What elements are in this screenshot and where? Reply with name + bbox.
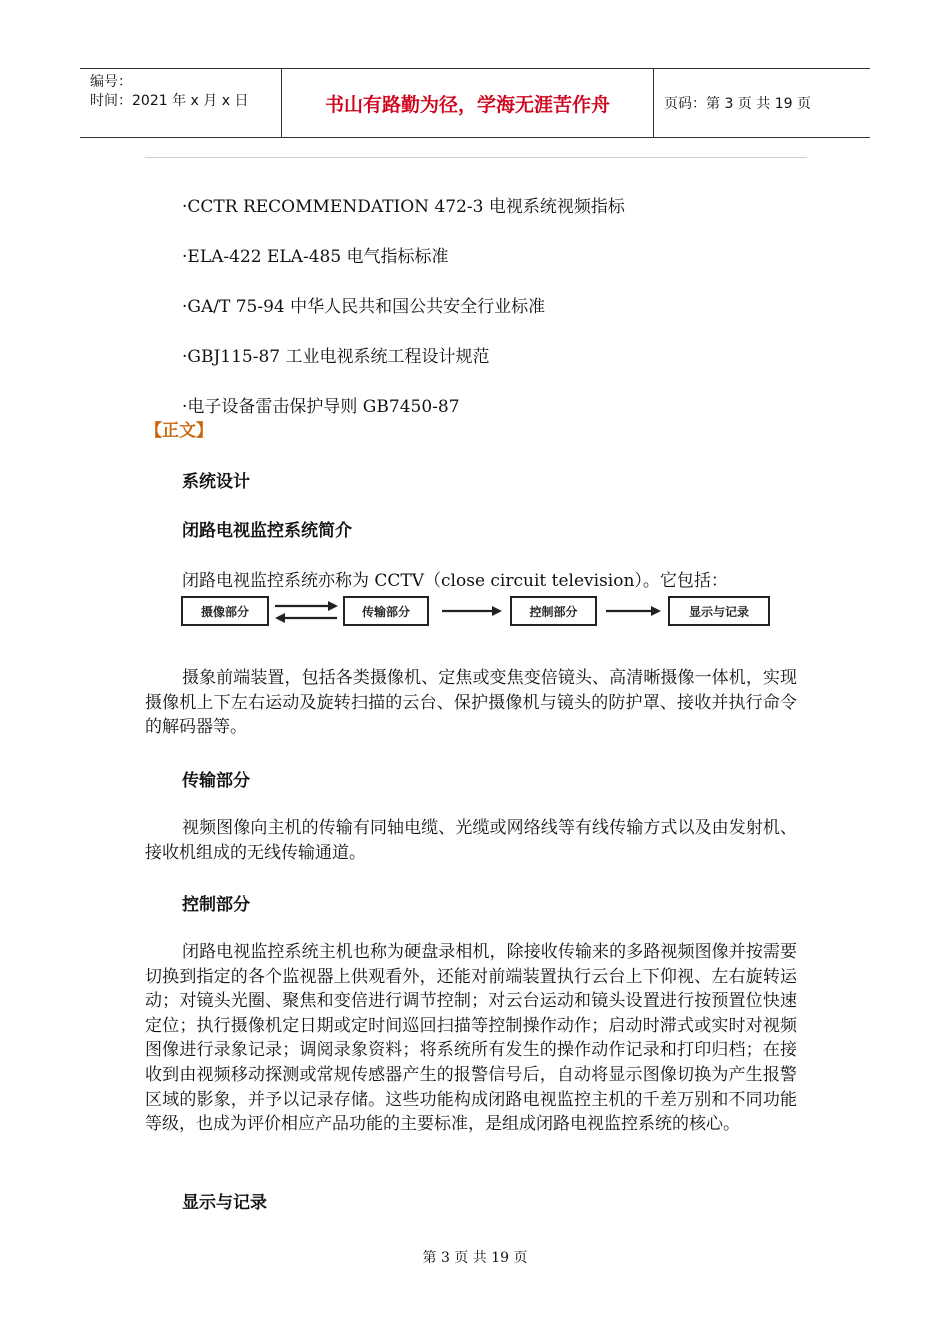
control-paragraph: 闭路电视监控系统主机也称为硬盘录相机，除接收传输来的多路视频图像并按需要切换到指定的各个监视器上供观看外，还能对前端装置执行云台上下仰视、左右旋转运动；对镜头光圈、聚焦和变倍进行调节控制；对云台运动和镜头设置进行按预置位快速定位；执行摄像机定日期或定时间巡回扫描等控制操作动作；启动时滞式或实时对视频图像进行录象记录；调阅录象资料；将系统所有发生的操作动作记录和打印归档；在接收到由视频移动探测或常规传感器产生的报警信号后，自动将显示图像切换为产生报警区域的影象，并予以记录存储。这些功能构成闭路电视监控主机的千差万别和不同功能等级，也成为评价相应产品功能的主要标准，是组成闭路电视监控系统的核心。 xyxy=(145,942,797,1135)
arrow-head-icon xyxy=(651,606,661,616)
standard-item: ·电子设备雷击保护导则 GB7450-87 xyxy=(182,397,460,417)
standard-item: ·CCTR RECOMMENDATION 472-3 电视系统视频指标 xyxy=(182,197,625,217)
flow-box-control: 控制部分 xyxy=(510,596,597,626)
arrow-head-icon xyxy=(328,601,338,611)
header-divider xyxy=(145,157,807,158)
heading-transmission: 传输部分 xyxy=(182,771,250,791)
transmission-paragraph: 视频图像向主机的传输有同轴电缆、光缆或网络线等有线传输方式以及由发射机、接收机组成的无线传输通道。 xyxy=(145,818,797,863)
number-label: 编号： xyxy=(90,74,132,90)
arrow-head-icon xyxy=(492,606,502,616)
intro-sentence: 闭路电视监控系统亦称为 CCTV（close circuit television）。它包括： xyxy=(182,571,728,591)
standard-item: ·GA/T 75-94 中华人民共和国公共安全行业标准 xyxy=(182,297,546,317)
heading-control: 控制部分 xyxy=(182,895,250,915)
time-label: 时间：2021 年 x 月 x 日 xyxy=(90,93,249,109)
heading-display: 显示与记录 xyxy=(182,1193,267,1213)
heading-intro: 闭路电视监控系统简介 xyxy=(182,521,352,541)
flow-arrows xyxy=(180,594,775,632)
flow-box-camera: 摄像部分 xyxy=(181,596,269,626)
arrow-head-icon xyxy=(275,613,285,623)
body-label: 【正文】 xyxy=(145,421,213,441)
flow-box-display: 显示与记录 xyxy=(668,596,770,626)
camera-paragraph: 摄象前端装置，包括各类摄像机、定焦或变焦变倍镜头、高清晰摄像一体机，实现摄像机上下左右运动及旋转扫描的云台、保护摄像机与镜头的防护罩、接收并执行命令的解码器等。 xyxy=(145,668,797,738)
header-page-info: 页码：第 3 页 共 19 页 xyxy=(664,96,811,112)
header-motto: 书山有路勤为径，学海无涯苦作舟 xyxy=(282,69,654,137)
page-footer: 第 3 页 共 19 页 xyxy=(422,1250,528,1266)
system-flow-diagram xyxy=(180,594,775,632)
flow-box-transmission: 传输部分 xyxy=(343,596,429,626)
heading-system-design: 系统设计 xyxy=(182,472,250,492)
standard-item: ·GBJ115-87 工业电视系统工程设计规范 xyxy=(182,347,490,367)
page-header xyxy=(80,68,870,138)
standard-item: ·ELA-422 ELA-485 电气指标标准 xyxy=(182,247,449,267)
header-meta xyxy=(80,69,282,137)
